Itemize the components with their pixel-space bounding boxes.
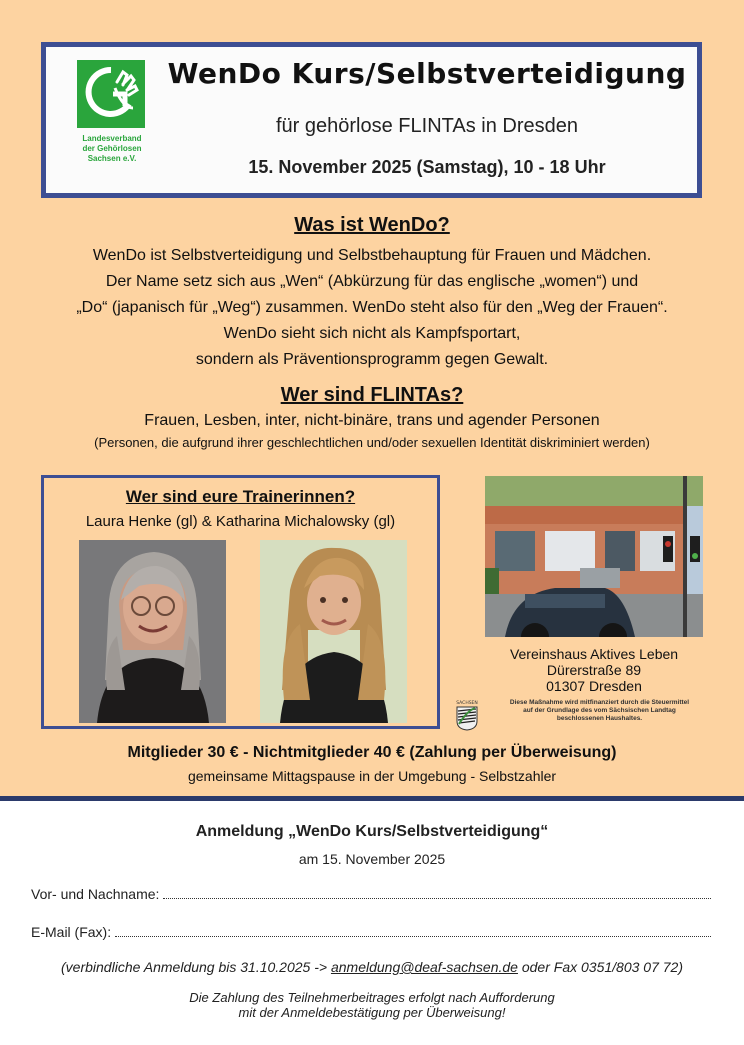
svg-text:SACHSEN: SACHSEN <box>456 701 478 706</box>
wendo-heading: Was ist WenDo? <box>294 214 450 236</box>
name-field-label: Vor- und Nachname: <box>31 886 160 902</box>
trainers-names: Laura Henke (gl) & Katharina Michalowsky (gl) <box>85 513 396 530</box>
sachsen-crest-icon <box>455 699 479 731</box>
registration-email-link[interactable]: anmeldung@deaf-sachsen.de <box>330 959 518 975</box>
event-date: 15. November 2025 (Samstag), 10 - 18 Uhr <box>248 157 606 177</box>
hand-logo-icon <box>77 60 145 128</box>
flinta-heading: Wer sind FLINTAs? <box>280 384 464 406</box>
price-info: Mitglieder 30 € - Nichtmitglieder 40 € (Zahlung per Überweisung) <box>127 744 617 761</box>
name-field[interactable] <box>31 886 711 906</box>
trainers-box <box>41 475 440 729</box>
header-box <box>41 42 702 198</box>
registration-deadline-note: (verbindliche Anmeldung bis 31.10.2025 -> anmeldung@deaf-sachsen.de oder Fax 0351/803 07 72) <box>61 959 683 975</box>
trainer-photo-katharina <box>260 540 407 723</box>
trainer-photo-laura <box>79 540 226 723</box>
logo-text: Landesverband der Gehörlosen Sachsen e.V. <box>82 134 142 163</box>
venue-city: 01307 Dresden <box>546 678 642 694</box>
flinta-note: (Personen, die aufgrund ihrer geschlechtlichen und/oder sexuellen Identität diskriminiert werden) <box>94 435 650 450</box>
registration-title: Anmeldung „WenDo Kurs/Selbstverteidigung“ <box>195 823 549 840</box>
venue-street: Dürerstraße 89 <box>546 662 642 678</box>
wendo-description: WenDo ist Selbstverteidigung und Selbstbehauptung für Frauen und Mädchen. Der Name setz sich aus „Wen“ (Abkürzung für das englische „women“) und „Do“ (japanisch für „Weg“) zusammen. WenDo steht also für den „Weg der Frauen“. WenDo sieht sich nicht als Kampfsportart, sondern als Präventionsprogramm gegen Gewalt. <box>76 247 668 368</box>
trainers-heading: Wer sind eure Trainerinnen? <box>125 487 356 506</box>
page-title: WenDo Kurs/Selbstverteidigung <box>167 57 687 90</box>
venue-photo <box>485 476 703 637</box>
payment-note: Die Zahlung des Teilnehmerbeitrages erfolgt nach Aufforderung mit der Anmeldebestätigung per Überweisung! <box>189 990 555 1020</box>
name-field-line[interactable] <box>163 887 711 899</box>
email-field-line[interactable] <box>115 925 711 937</box>
venue-address <box>485 646 703 694</box>
email-field-label: E-Mail (Fax): <box>31 924 112 940</box>
page-subtitle: für gehörlose FLINTAs in Dresden <box>276 115 578 137</box>
lunch-info: gemeinsame Mittagspause in der Umgebung - Selbstzahler <box>187 768 557 784</box>
registration-date: am 15. November 2025 <box>298 851 446 867</box>
funding-notice <box>455 697 715 737</box>
organization-logo <box>75 60 149 175</box>
flinta-description: Frauen, Lesben, inter, nicht-binäre, trans und agender Personen <box>144 412 600 429</box>
venue-name: Vereinshaus Aktives Leben <box>509 646 679 662</box>
email-field[interactable] <box>31 924 711 944</box>
section-divider <box>0 796 744 801</box>
funding-text: Diese Maßnahme wird mitfinanziert durch die Steuermittel auf der Grundlage des vom Sächsischen Landtag beschlossenen Haushaltes. <box>509 699 690 722</box>
